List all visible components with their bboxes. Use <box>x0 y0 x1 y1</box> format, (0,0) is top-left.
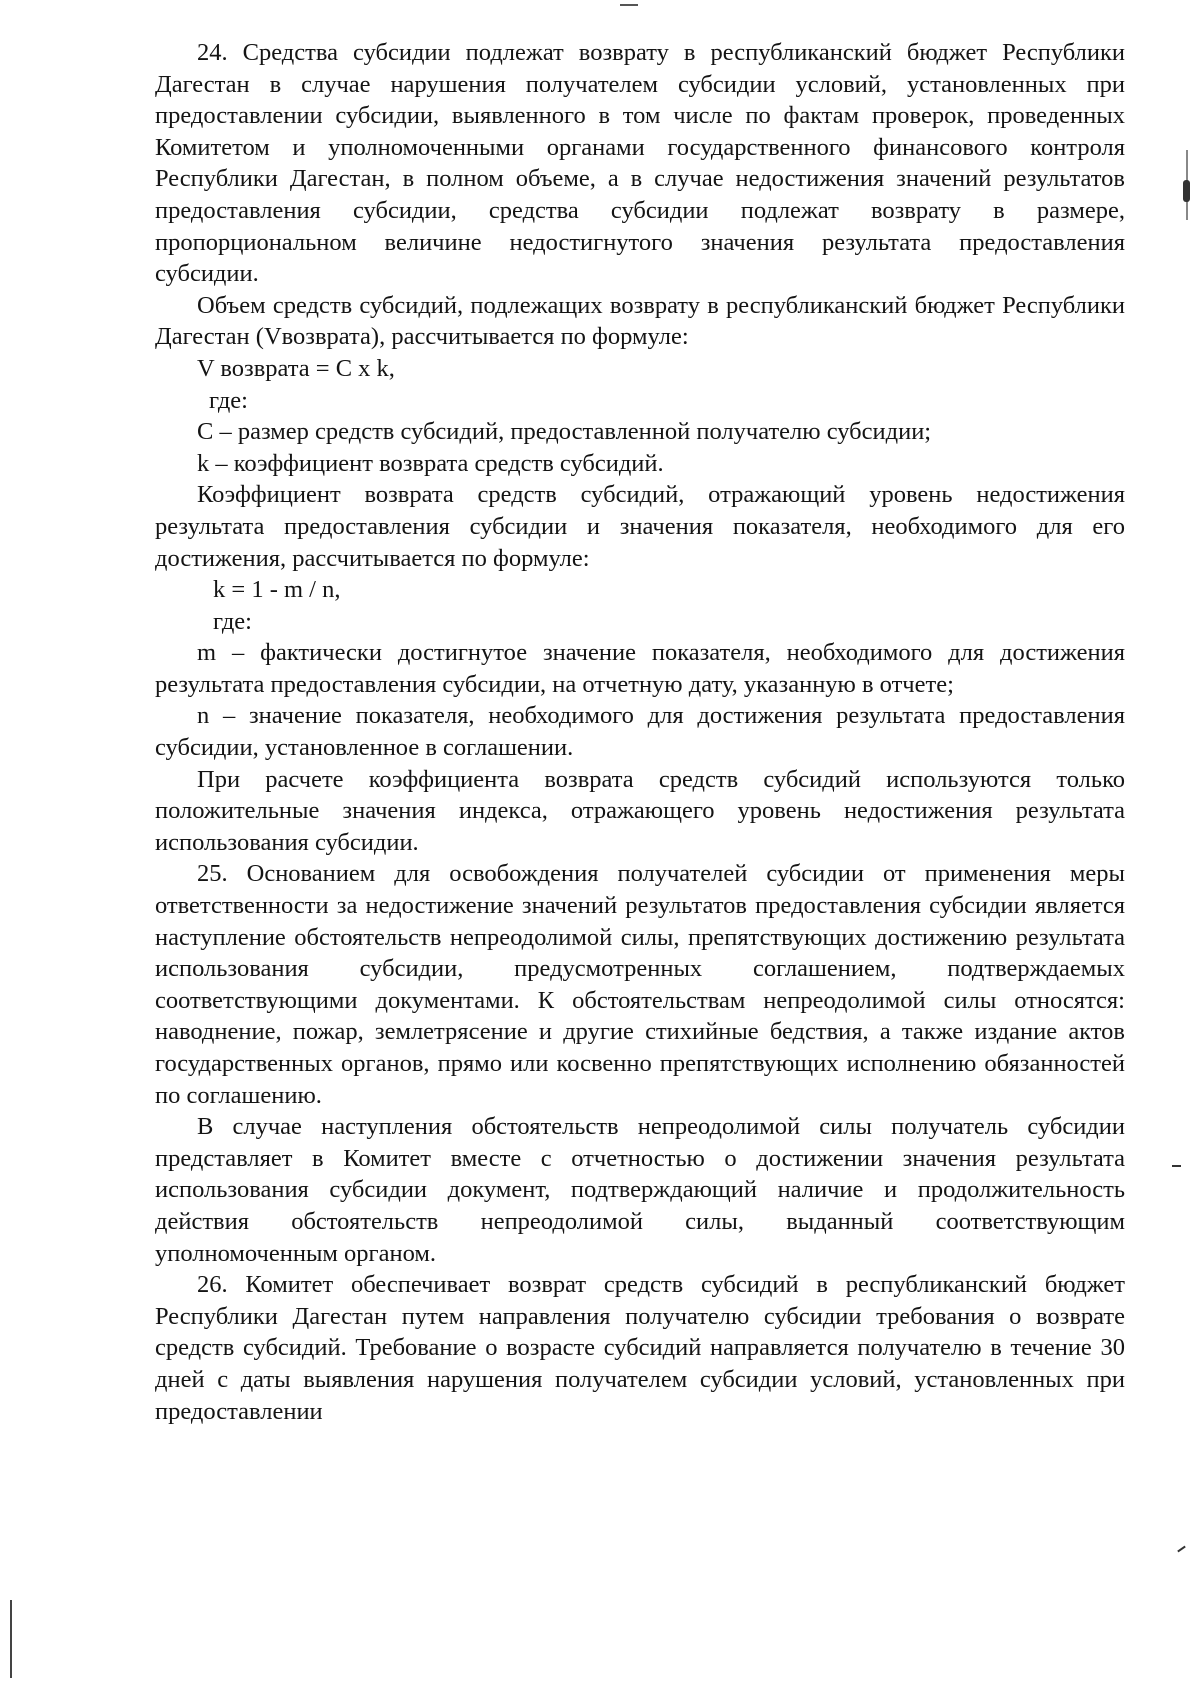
scan-artifact-right-tick <box>1172 1165 1181 1167</box>
definition-c: C – размер средств субсидий, предоставленной получателю субсидии; <box>197 418 932 446</box>
coefficient-formula-intro: Коэффициент возврата средств субсидий, отражающий уровень недостижения результата предоставления субсидии и значения показателя, необходимого для его достижения, рассчитывается по формуле: <box>155 481 1125 572</box>
document-body <box>155 37 1125 1427</box>
volume-formula-intro: Объем средств субсидий, подлежащих возврату в республиканский бюджет Республики Дагестан (Vвозврата), рассчитывается по формуле: <box>155 291 1125 351</box>
where-label-1: где: <box>209 386 248 414</box>
calculation-note: При расчете коэффициента возврата средств субсидий используются только положительные значения индекса, отражающего уровень недостижения результата использования субсидии. <box>155 765 1125 856</box>
paragraph-26: 26. Комитет обеспечивает возврат средств субсидий в республиканский бюджет Республики Дагестан путем направления получателю субсидии требования о возврате средств субсидий. Требование о возрасте субсидий направляется получателю в течение 30 дней с даты выявления нарушения получателем субсидии условий, установленных при предоставлении <box>155 1271 1125 1425</box>
paragraph-25: 25. Основанием для освобождения получателей субсидии от применения меры ответственности за недостижение значений результатов предоставления субсидии является наступление обстоятельств непреодолимой силы, препятствующих достижению результата использования субсидии, предусмотренных соглашением, подтверждаемых соответствующими документами. К обстоятельствам непреодолимой силы относятся: наводнение, пожар, землетрясение и другие стихийные бедствия, а также издание актов государственных органов, прямо или косвенно препятствующих исполнению обязанностей по соглашению. <box>155 860 1125 1109</box>
where-label-2: где: <box>213 607 252 635</box>
force-majeure-paragraph: В случае наступления обстоятельств непреодолимой силы получатель субсидии представляет в Комитет вместе с отчетностью о достижении значения результата использования субсидии документ, подтверждающий наличие и продолжительность действия обстоятельств непреодолимой силы, выданный соответствующим уполномоченным органом. <box>155 1113 1125 1267</box>
definition-m: m – фактически достигнутое значение показателя, необходимого для достижения результата предоставления субсидии, на отчетную дату, указанную в отчете; <box>155 639 1125 698</box>
scan-artifact-corner <box>1177 1546 1186 1553</box>
scan-artifact-left-edge <box>10 1600 12 1678</box>
definition-n: n – значение показателя, необходимого для достижения результата предоставления субсидии, установленное в соглашении. <box>155 702 1125 762</box>
formula-k: k = 1 - m / n, <box>213 576 341 604</box>
formula-v-return: V возврата = C x k, <box>197 354 395 382</box>
scan-artifact-right-blot <box>1183 180 1190 202</box>
scan-artifact-top <box>620 4 638 6</box>
paragraph-24: 24. Средства субсидии подлежат возврату в республиканский бюджет Республики Дагестан в случае нарушения получателем субсидии условий, установленных при предоставлении субсидии, выявленного в том числе по фактам проверок, проведенных Комитетом и уполномоченными органами государственного финансового контроля Республики Дагестан, в полном объеме, а в случае недостижения значений результатов предоставления субсидии, средства субсидии подлежат возврату в размере, пропорциональном величине недостигнутого значения результата предоставления субсидии. <box>155 39 1125 288</box>
definition-k: k – коэффициент возврата средств субсидий. <box>197 449 664 477</box>
